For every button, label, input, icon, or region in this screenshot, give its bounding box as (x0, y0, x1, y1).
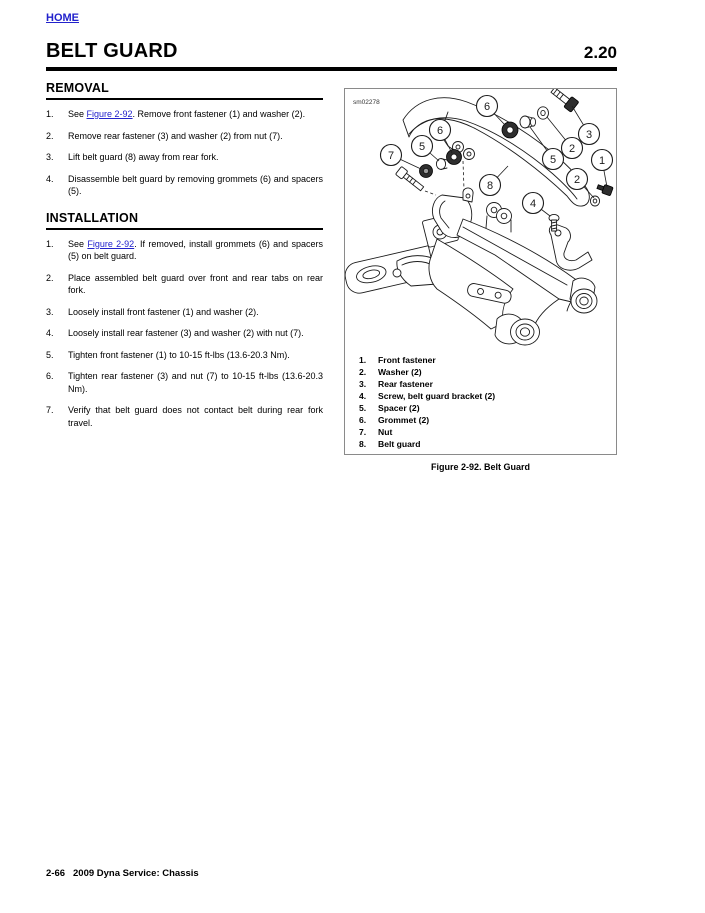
part-label: Screw, belt guard bracket (2) (378, 391, 496, 401)
part-list-item (345, 390, 616, 402)
callout-8 (480, 175, 501, 196)
step-number: 7. (46, 405, 54, 415)
part-list-item (345, 414, 616, 426)
procedure-step: 3. Loosely install front fastener (1) and washer (2). (46, 306, 259, 317)
part-number: 3. (359, 379, 367, 389)
svg-text:5: 5 (549, 154, 557, 166)
svg-text:2: 2 (568, 143, 576, 155)
svg-text:8: 8 (486, 180, 494, 192)
figure-292-link[interactable]: Figure 2-92 (87, 238, 135, 249)
part-label: Belt guard (378, 439, 421, 449)
part-label: Grommet (2) (378, 415, 430, 425)
callout-6 (477, 96, 498, 117)
installation-steps (46, 238, 323, 430)
part-label: Front fastener (378, 355, 436, 365)
grommet-left (447, 150, 462, 165)
figure-image-code: sm02278 (353, 99, 380, 106)
procedure-step: 1. See Figure 2-92. If removed, install grommets (6) and spacers (5) on belt guard. (46, 238, 323, 261)
rear-fork-drawing (345, 188, 597, 345)
part-label: Spacer (2) (378, 403, 420, 413)
part-number: 2. (359, 367, 367, 377)
callout-6 (430, 120, 451, 141)
callout-3 (579, 124, 600, 145)
part-list-item (345, 378, 616, 390)
step-number: 3. (46, 306, 54, 317)
part-list-item (345, 402, 616, 414)
procedure-column (46, 81, 323, 438)
callout-5 (412, 136, 433, 157)
removal-steps (46, 108, 323, 198)
step-number: 2. (46, 272, 54, 283)
figure-caption: Figure 2-92. Belt Guard (430, 462, 531, 472)
step-number: 6. (46, 371, 54, 381)
callout-7 (381, 145, 402, 166)
part-number: 5. (359, 403, 367, 413)
belt-guard-exploded-diagram (345, 89, 616, 351)
page-title: BELT GUARD (46, 40, 178, 62)
svg-text:5: 5 (418, 141, 426, 153)
figure-frame (344, 88, 617, 455)
callout-5 (543, 149, 564, 170)
figure-292-link[interactable]: Figure 2-92 (86, 109, 133, 119)
footer-text: 2009 Dyna Service: Chassis (73, 868, 199, 879)
procedure-step: 1. See Figure 2-92. Remove front fastener (1) and washer (2). (46, 109, 306, 119)
procedure-step: 2. Remove rear fastener (3) and washer (2) from nut (7). (46, 130, 283, 141)
svg-text:2: 2 (573, 174, 581, 186)
section-number: 2.20 (583, 43, 617, 62)
svg-text:6: 6 (483, 101, 491, 113)
washer-lower (590, 196, 599, 206)
svg-text:3: 3 (585, 129, 593, 141)
step-number: 5. (46, 349, 54, 360)
part-number: 1. (359, 355, 367, 365)
callout-1 (592, 150, 613, 171)
footer-page-number: 2-66 (46, 868, 66, 879)
svg-text:4: 4 (529, 198, 537, 210)
procedure-step: 5. Tighten front fastener (1) to 10-15 ft-lbs (13.6-20.3 Nm). (46, 349, 290, 360)
callout-4 (523, 193, 544, 214)
svg-text:6: 6 (436, 125, 444, 137)
part-number: 8. (359, 439, 367, 449)
callout-2 (562, 138, 583, 159)
procedure-step: 7. Verify that belt guard does not contact belt during rear fork travel. (46, 405, 323, 428)
removal-heading: REMOVAL (46, 81, 323, 100)
step-number: 4. (46, 328, 54, 338)
nut (420, 165, 433, 178)
step-number: 1. (46, 238, 54, 249)
svg-text:1: 1 (598, 155, 606, 167)
spacer-right (520, 116, 536, 128)
step-number: 1. (46, 109, 54, 119)
home-link[interactable]: HOME (46, 12, 79, 24)
part-list-item (345, 426, 616, 438)
callout-2 (567, 169, 588, 190)
svg-text:7: 7 (387, 150, 395, 162)
procedure-step: 2. Place assembled belt guard over front and rear tabs on rear fork. (46, 272, 323, 295)
procedure-step: 4. Loosely install rear fastener (3) and washer (2) with nut (7). (46, 328, 304, 338)
step-number: 3. (46, 152, 54, 162)
installation-heading: INSTALLATION (46, 211, 323, 230)
procedure-step: 3. Lift belt guard (8) away from rear fork. (46, 152, 219, 162)
figure-292 (344, 88, 617, 472)
part-label: Washer (2) (378, 367, 422, 377)
part-label: Nut (378, 427, 393, 437)
procedure-step: 4. Disassemble belt guard by removing grommets (6) and spacers (5). (46, 173, 323, 196)
part-number: 6. (359, 415, 367, 425)
page-title-row (46, 40, 617, 71)
page-footer (46, 868, 199, 879)
step-number: 4. (46, 173, 54, 184)
procedure-step: 6. Tighten rear fastener (3) and nut (7) to 10-15 ft-lbs (13.6-20.3 Nm). (46, 371, 323, 394)
part-number: 7. (359, 427, 367, 437)
rear-fastener-bolt (549, 89, 579, 112)
step-number: 2. (46, 130, 54, 141)
part-number: 4. (359, 391, 367, 401)
front-fastener-bolt (596, 182, 613, 196)
part-list-item (345, 354, 616, 366)
part-list-item (345, 366, 616, 378)
figure-parts-list (345, 354, 616, 450)
part-label: Rear fastener (378, 379, 433, 389)
part-list-item (345, 438, 616, 450)
